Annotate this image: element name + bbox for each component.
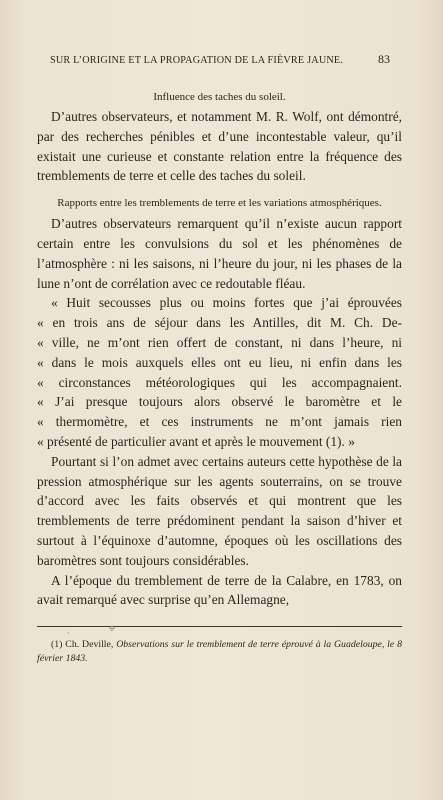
quote-line: « en trois ans de séjour dans les Antilles, dit M. Ch. De- — [37, 315, 402, 331]
main-text — [37, 84, 402, 610]
deville-quote — [37, 293, 402, 451]
quote-line: « dans le mois auxquels elles ont eu lieu, ni enfin dans les — [37, 354, 402, 370]
library-mark: ✣ — [109, 625, 115, 633]
quote-line: « J’ai presque toujours alors observé le baromètre et le — [37, 394, 402, 410]
running-title: SUR L’ORIGINE ET LA PROPAGATION DE LA FIÈVRE JAUNE. — [50, 55, 344, 66]
library-mark: ◦ — [67, 629, 70, 637]
quote-line: « ville, ne m’ont rien offert de constant, ni dans l’heure, ni — [37, 334, 402, 350]
paragraph-wolf: D’autres observateurs, et notamment M. R. Wolf, ont démontré, par des recherches pénibles et d’une incontestable valeur, qu’il existait une curieuse et constante relation entre la fréquence des tremblements de terre et celle des taches du soleil. — [37, 109, 402, 184]
quote-line: « présenté de particulier avant et après le mouvement (1). » — [37, 433, 355, 449]
quote-line: « Huit secousses plus ou moins fortes que j’ai éprouvées — [51, 295, 402, 311]
quote-line: « thermomètre, et ces instruments ne m’ont jamais rien — [37, 414, 402, 430]
section-heading-sun-spots: Influence des taches du soleil. — [153, 91, 286, 103]
footnote-author: Ch. Deville, — [65, 639, 114, 650]
paragraph-calabria: A l’époque du tremblement de terre de la Calabre, en 1783, on avait remarqué avec surprise qu’en Allemagne, — [37, 572, 402, 608]
footnote-title: Observations sur le tremblement de terre éprouvé à la Guadeloupe, le 8 février 1843. — [37, 639, 402, 664]
footnote-number: (1) — [51, 639, 63, 650]
page-number: 83 — [378, 52, 390, 66]
paragraph-pressure: Pourtant si l’on admet avec certains auteurs cette hypothèse de la pression atmosphérique sur les agents souterrains, on se trouve d’accord avec les faits observés et qui montrent que les tremblements de terre prédominent pendant la saison d’hiver et surtout à l’équinoxe d’automne, époques où les oscillations des baromètres sont toujours considérables. — [37, 453, 402, 568]
quote-line: « circonstances météorologiques qui les accompagnaient. — [37, 374, 402, 390]
separator-rule — [37, 626, 402, 627]
footnote-separator — [37, 623, 402, 637]
section-heading-atmosphere: Rapports entre les tremblements de terre et les variations atmosphériques. — [57, 197, 382, 210]
page-header — [50, 52, 390, 67]
paragraph-no-relation: D’autres observateurs remarquent qu’il n’existe aucun rapport certain entre les convulsions du sol et les phénomènes de l’atmosphère : ni les saisons, ni l’heure du jour, ni les phases de la lune n’ont de corrélation avec ce redoutable fléau. — [37, 216, 402, 291]
footnote — [37, 638, 402, 666]
